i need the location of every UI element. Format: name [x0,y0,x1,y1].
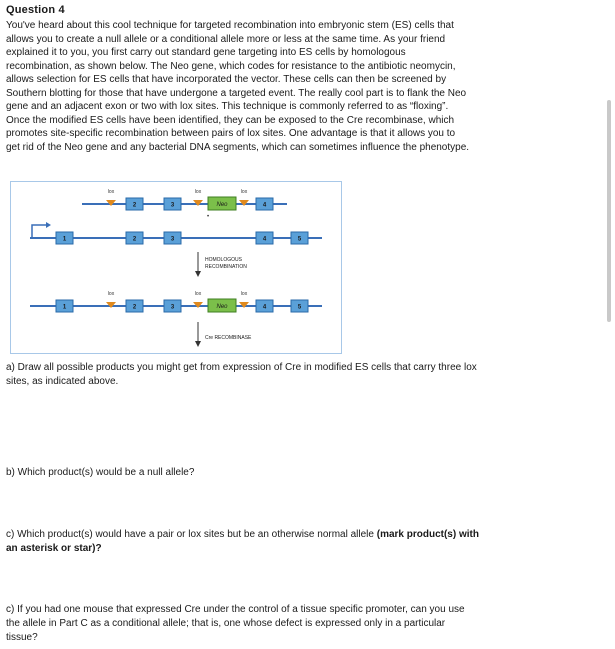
exon-label: 4 [262,202,267,209]
exon-label: 1 [62,304,67,311]
intro-line: promotes site-specific recombination between pairs of lox sites. One advantage is that it allows you to [6,128,456,139]
question-intro [6,19,566,154]
question-title: Question 4 [6,4,65,16]
part-d-line-2: the allele in Part C as a conditional allele; that is, one whose defect is expressed only in a particular [6,618,446,629]
intro-line: explained it to you, you first carry out standard gene targeting into ES cells by homologous [6,47,406,58]
intro-line: Southern blotting for those that have undergone a targeted event. The really cool part is to flank the Neo [6,87,467,99]
exon-label: 5 [297,236,302,243]
exon-label: 3 [170,202,175,209]
recombination-label: RECOMBINATION [205,264,247,270]
exon-label: 3 [170,304,175,311]
exon-label: 4 [262,236,267,243]
exon-label: 2 [132,304,137,311]
part-c-line-1 [6,528,566,542]
scrollbar[interactable] [607,100,611,322]
lox-label: lox [107,291,115,297]
part-c-emphasis: (mark product(s) with [376,529,479,540]
cre-recombinase-label: Cre RECOMBINASE [205,335,252,341]
lox-label: lox [194,189,202,195]
exon-label: 5 [297,304,302,311]
neo-label: Neo [216,202,228,208]
part-d-line-1: c) If you had one mouse that expressed Cre under the control of a tissue specific promoter, can you use [6,604,465,615]
crossover-marker: • [206,214,210,220]
part-d-line-3: tissue? [6,632,38,643]
intro-line: allows you to create a null allele or a conditional allele more or less at the same time. As your friend [6,33,446,45]
intro-line: get rid of the Neo gene and any bacterial DNA segments, which can sometimes influence the phenotype. [6,141,470,153]
lox-label: lox [194,291,202,297]
intro-line: allows selection for ES cells that have incorporated the vector. These cells can then be screened by [6,74,447,85]
part-a-line-2: sites, as indicated above. [6,376,119,387]
lox-label: lox [240,189,248,195]
intro-line: You've heard about this cool technique for targeted recombination into embryonic stem (ES) cells that [6,20,454,31]
part-b: b) Which product(s) would be a null allele? [6,467,195,478]
homologous-label: HOMOLOGOUS [205,257,242,263]
exon-label: 2 [132,202,137,209]
lox-label: lox [107,189,115,195]
question-block [6,4,566,154]
intro-line: recombination, as shown below. The Neo gene, which codes for resistance to the antibiotic neomycin, [6,60,456,72]
exon-label: 1 [62,236,67,243]
part-c-text: c) Which product(s) would have a pair or lox sites but be an otherwise normal allele [6,529,377,540]
neo-label: Neo [216,304,228,310]
exon-label: 2 [132,236,137,243]
part-a-line-1: a) Draw all possible products you might get from expression of Cre in modified ES cells that carry three lox [6,362,477,373]
gene-targeting-diagram [10,181,342,354]
lox-label: lox [240,291,248,297]
part-c-line-2 [6,542,566,556]
part-c-emphasis-continued: an asterisk or star)? [6,543,102,554]
intro-line: gene and an adjacent exon or two with lox sites. This technique is commonly referred to as “floxing”. [6,101,449,112]
exon-label: 3 [170,236,175,243]
intro-line: Once the modified ES cells have been identified, they can be exposed to the Cre recombinase, which [6,114,455,126]
exon-label: 4 [262,304,267,311]
